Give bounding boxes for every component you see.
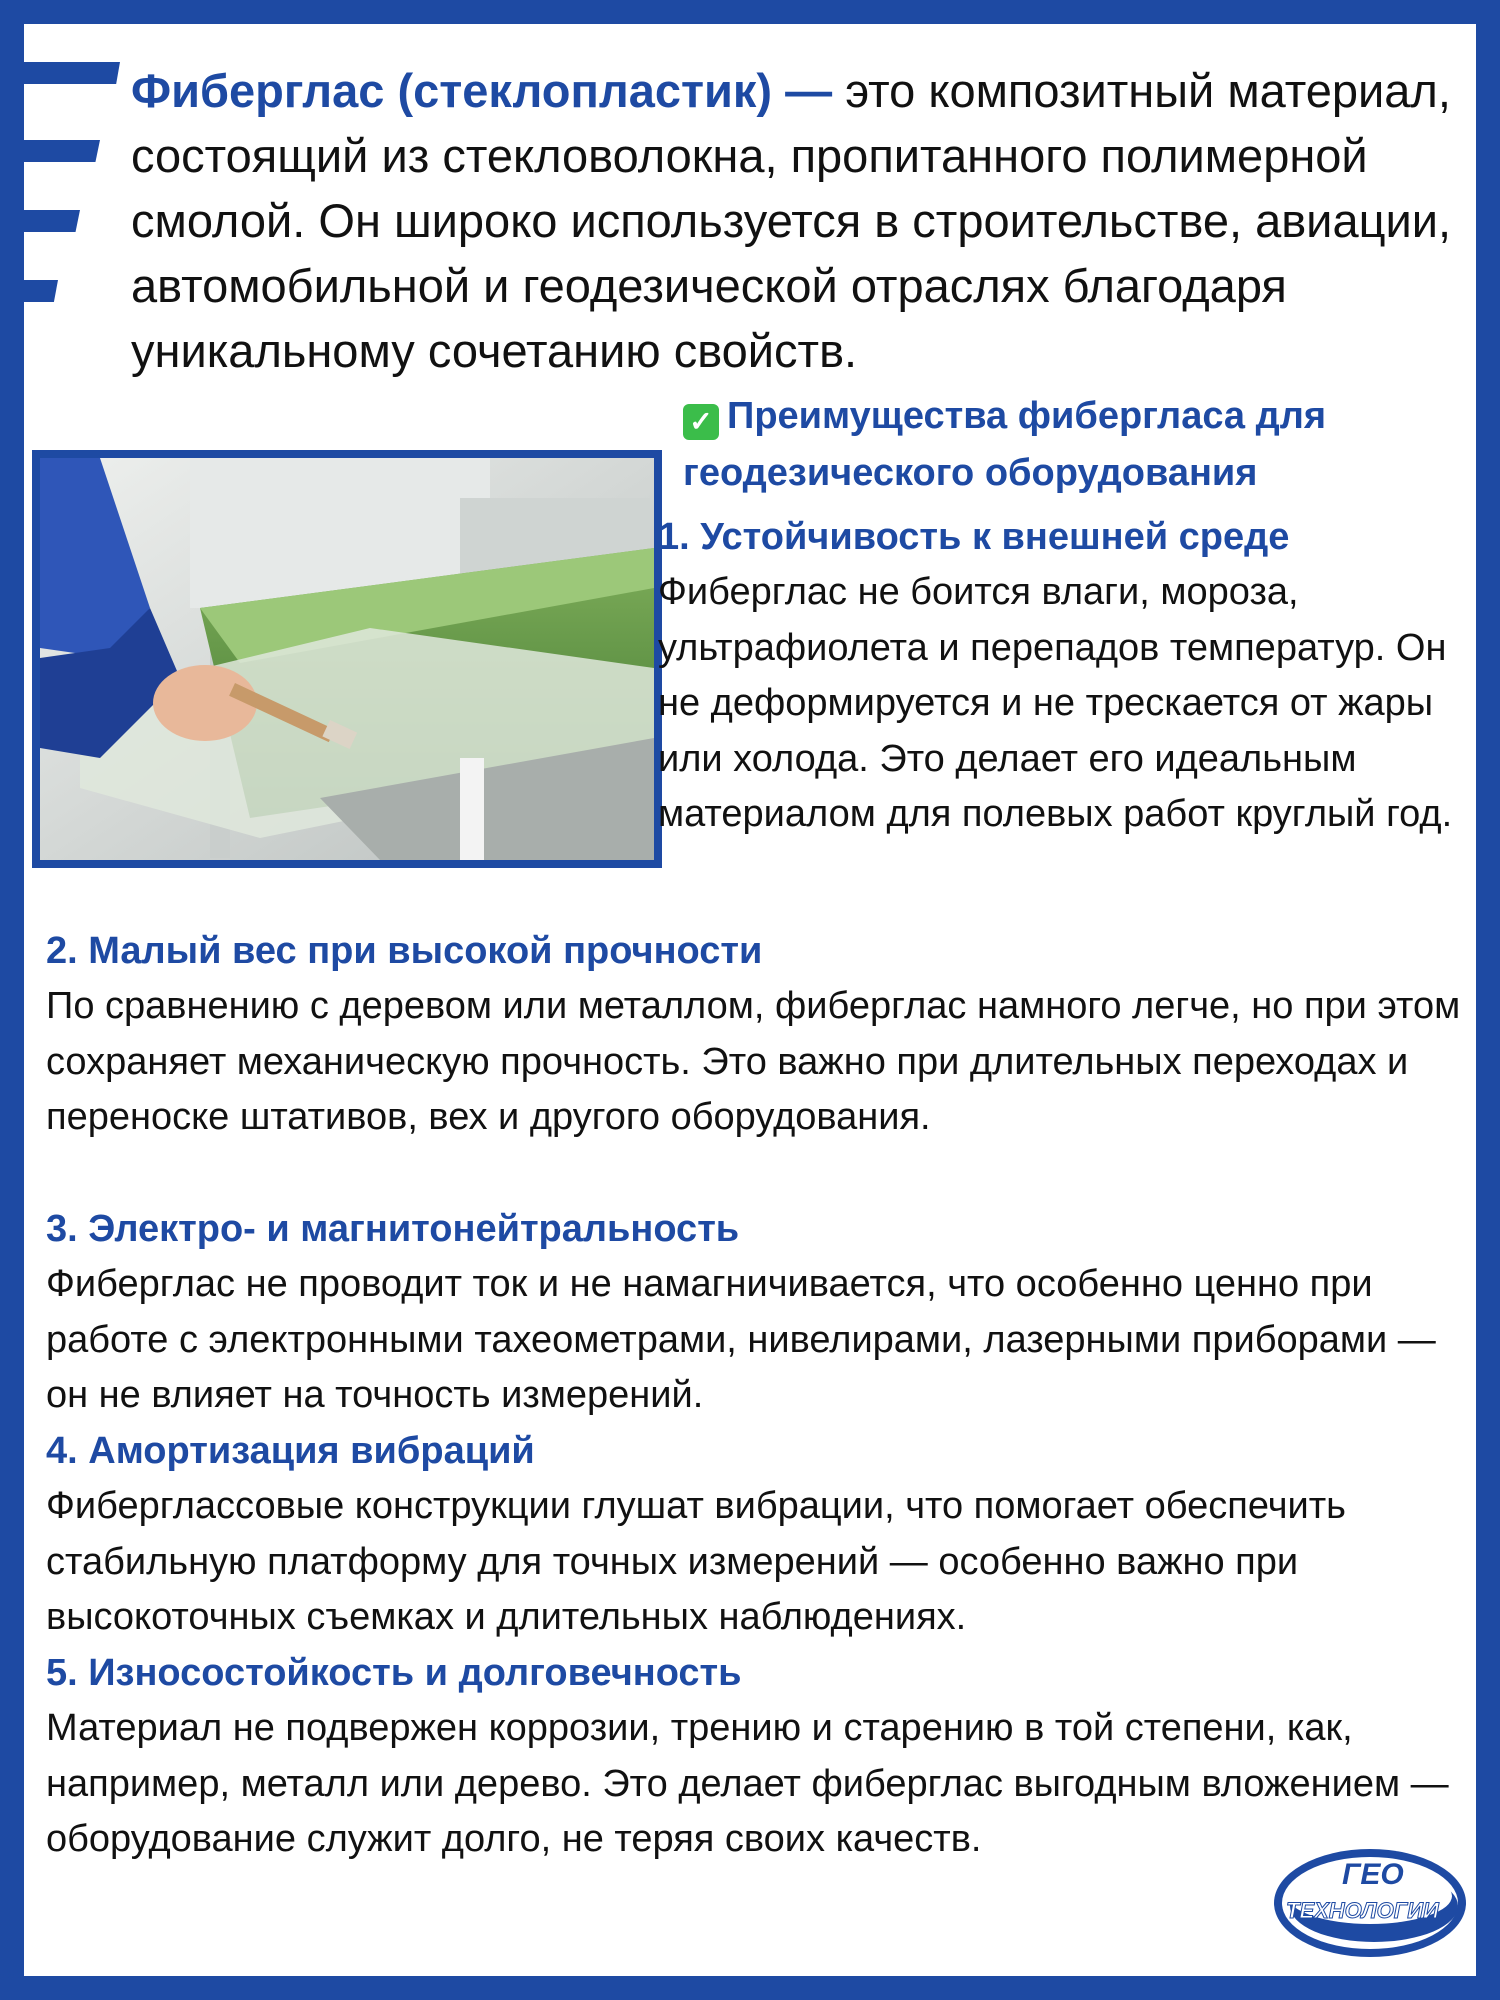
section-body: Материал не подвержен коррозии, трению и старению в той степени, как, например, металл или дерево. Это делает фиберглас выгодным вложением — оборудование служит долго, не теряя своих качеств. xyxy=(46,1707,1449,1860)
section-body: По сравнению с деревом или металлом, фиберглас намного легче, но при этом сохраняет механическую прочность. Это важно при длительных переходах и переноске штативов, вех и другого оборудования. xyxy=(46,985,1461,1138)
geo-technologies-logo xyxy=(1270,1844,1470,1962)
section-body: Фиберглас не боится влаги, мороза, ультрафиолета и перепадов температур. Он не деформируется и не трескается от жары или холода. Это делает его идеальным материалом для полевых работ круглый год. xyxy=(658,571,1453,835)
decorative-stripe xyxy=(24,210,80,232)
section-title: 3. Электро- и магнитонейтральность xyxy=(46,1208,740,1250)
advantage-section-5 xyxy=(46,1646,1486,1868)
photo-illustration xyxy=(40,458,654,860)
logo-line1: ГЕО xyxy=(1342,1858,1404,1891)
intro-text: это композитный материал, состоящий из стекловолокна, пропитанного полимерной смолой. Он широко используется в строительстве, авиации, автомобильной и геодезической отраслях благодаря уникальному сочетанию свойств. xyxy=(131,64,1452,377)
decorative-stripe xyxy=(24,62,120,84)
advantage-section-1 xyxy=(658,510,1488,843)
intro-lead: Фиберглас (стеклопластик) — xyxy=(131,64,833,117)
logo-line2: ТЕХНОЛОГИИ xyxy=(1286,1898,1439,1923)
check-mark-icon: ✓ xyxy=(683,404,719,440)
decorative-stripe xyxy=(24,140,100,162)
section-title: 4. Амортизация вибраций xyxy=(46,1430,535,1472)
advantages-heading xyxy=(683,388,1483,502)
section-title: 2. Малый вес при высокой прочности xyxy=(46,930,763,972)
advantage-section-2 xyxy=(46,924,1486,1146)
section-body: Фиберглассовые конструкции глушат вибрации, что помогает обеспечить стабильную платформу для точных измерений — особенно важно при высокоточных съемках и длительных наблюдениях. xyxy=(46,1485,1346,1638)
advantage-section-3 xyxy=(46,1202,1486,1424)
section-title: 5. Износостойкость и долговечность xyxy=(46,1652,742,1694)
advantage-section-4 xyxy=(46,1424,1486,1646)
decorative-stripe xyxy=(24,280,58,302)
section-body: Фиберглас не проводит ток и не намагничивается, что особенно ценно при работе с электронными тахеометрами, нивелирами, лазерными приборами — он не влияет на точность измерений. xyxy=(46,1263,1436,1416)
fiberglass-work-photo xyxy=(32,450,662,868)
advantages-heading-text: Преимущества фибергласа для геодезического оборудования xyxy=(683,395,1327,494)
section-title: 1. Устойчивость к внешней среде xyxy=(658,516,1290,558)
intro-paragraph xyxy=(131,58,1491,383)
